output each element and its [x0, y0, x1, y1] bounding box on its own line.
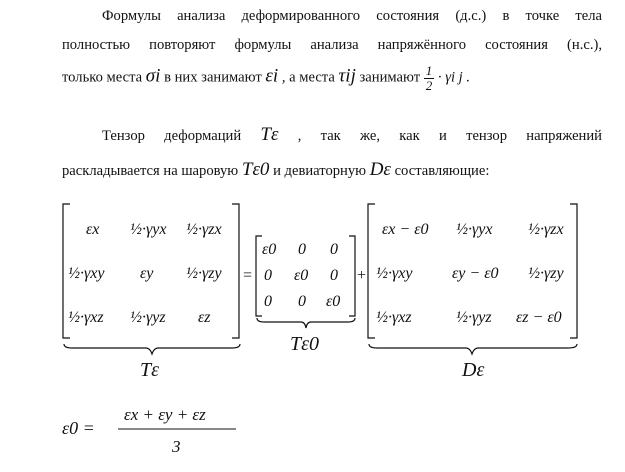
text-fragment: раскладывается на шаровую	[62, 163, 239, 179]
d-eps-label: Dε	[462, 359, 485, 381]
half-fraction	[424, 64, 435, 92]
t-eps-label: Tε	[140, 359, 160, 381]
matrix-cell: ½·γyx	[456, 221, 493, 238]
matrix-cell: ½·γyz	[130, 309, 166, 326]
matrix-cell: ½·γzy	[528, 265, 564, 282]
underbrace	[369, 344, 577, 354]
matrix-cell: ½·γzx	[186, 221, 222, 238]
matrix-cell: 0	[298, 241, 306, 258]
text-fragment: и девиаторную	[273, 163, 367, 179]
underbrace	[64, 344, 240, 354]
sigma-i-symbol: σi	[145, 65, 161, 87]
t-eps-symbol: Tε	[260, 124, 279, 145]
eps-i-symbol: εi	[265, 65, 279, 87]
d-eps-symbol: Dε	[369, 159, 391, 180]
paragraph-1-line-2: полностью повторяют формулы анализа напряжённого состояния (н.с.),	[62, 37, 602, 53]
mean-strain-formula	[56, 398, 316, 468]
right-bracket	[349, 236, 355, 316]
paragraph-2-line-2	[62, 159, 489, 181]
right-bracket	[232, 204, 239, 338]
matrix-cell: εx	[86, 221, 100, 238]
tau-ij-symbol: τij	[338, 65, 356, 87]
tensor-decomposition-equation	[0, 198, 625, 398]
matrix-cell: ½·γxz	[376, 309, 412, 326]
paragraph-1-line-1: Формулы анализа деформированного состояния (д.с.) в точке тела	[102, 8, 602, 24]
left-bracket	[368, 204, 375, 338]
text-fragment: составляющие:	[394, 163, 490, 179]
text-fragment: только места	[62, 69, 143, 86]
matrix-cell: 0	[330, 267, 338, 284]
fraction-denominator: 3	[172, 437, 181, 456]
underbrace	[257, 318, 355, 328]
text-fragment: занимают	[359, 69, 421, 86]
matrix-cell: 0	[264, 293, 272, 310]
paragraph-1-line-3	[62, 64, 470, 92]
matrix-cell: εy	[140, 265, 154, 282]
matrix-cell: ε0	[326, 293, 341, 310]
matrix-cell: εy − ε0	[452, 265, 499, 282]
text-fragment: , так же, как и тензор напряжений	[297, 128, 602, 144]
matrix-cell: ½·γyz	[456, 309, 492, 326]
fraction-numerator: εx + εy + εz	[124, 405, 206, 424]
t-eps0-label: Tε0	[290, 333, 320, 355]
equals-sign: =	[242, 267, 253, 284]
matrix-cell: ε0	[262, 241, 277, 258]
matrix-cell: ½·γxz	[68, 309, 104, 326]
fraction-denominator: 2	[425, 77, 433, 93]
paragraph-2-line-1	[102, 124, 602, 146]
matrix-cell: 0	[330, 241, 338, 258]
matrix-cell: ½·γzx	[528, 221, 564, 238]
text-fragment: в них занимают	[164, 69, 262, 86]
t-eps0-symbol: Tε0	[241, 159, 270, 180]
matrix-cell: 0	[264, 267, 272, 284]
matrix-cell: ½·γyx	[130, 221, 167, 238]
matrix-cell: ½·γzy	[186, 265, 222, 282]
matrix-cell: ε0	[294, 267, 309, 284]
right-bracket	[570, 204, 577, 338]
matrix-cell: εz	[198, 309, 211, 326]
text-fragment: Тензор деформаций	[102, 128, 242, 144]
matrix-cell: εz − ε0	[516, 309, 562, 326]
fraction-numerator: 1	[425, 63, 433, 78]
gamma-ij-symbol: · γi j .	[437, 69, 471, 86]
matrix-cell: εx − ε0	[382, 221, 429, 238]
text-fragment: , а места	[281, 69, 335, 86]
plus-sign: +	[356, 267, 367, 284]
formula-lhs: ε0 =	[62, 418, 95, 438]
matrix-cell: ½·γxy	[68, 265, 105, 282]
matrix-cell: 0	[298, 293, 306, 310]
matrix-cell: ½·γxy	[376, 265, 413, 282]
